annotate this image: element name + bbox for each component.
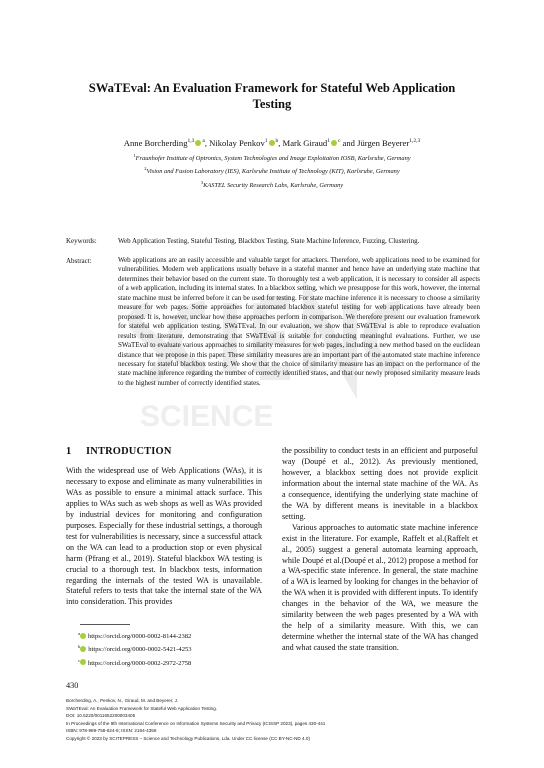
orcid-mark: a <box>202 138 205 144</box>
orcid-link[interactable]: https://orcid.org/0000-0002-5421-4253 <box>88 646 192 654</box>
citation-line: Borcherding, A., Penkov, N., Giraud, M. and Beyerer, J. <box>66 698 179 703</box>
footnote-divider <box>80 624 130 625</box>
author-sep: , <box>278 137 283 148</box>
orcid-link[interactable]: https://orcid.org/0000-0002-8144-2382 <box>88 633 192 641</box>
footnote-c <box>78 656 192 669</box>
section-title: INTRODUCTION <box>86 446 172 457</box>
author-4 <box>357 138 420 148</box>
affil-num: 1 <box>133 153 136 158</box>
affil-marks: 1,2,3 <box>409 138 421 144</box>
affiliation-3 <box>40 178 504 191</box>
footnote-b <box>78 642 192 655</box>
paper-title <box>60 80 484 112</box>
orcid-icon[interactable] <box>331 140 337 146</box>
citation-line: SWaTEval: An Evaluation Framework for Stateful Web Application Testing. <box>66 705 218 711</box>
citation-line: Copyright © 2023 by SCITEPRESS – Science and Technology Publications, Lda. Under CC license (CC BY-NC-ND 4.0) <box>66 735 310 741</box>
affil-text: Vision and Fusion Laboratory (IES), Karlsruhe Institute of Technology (KIT), Karlsruhe, Germany <box>146 168 400 176</box>
right-column <box>282 446 478 654</box>
affil-num: 2 <box>144 166 147 172</box>
orcid-icon <box>80 659 86 665</box>
orcid-icon <box>80 646 86 652</box>
orcid-icon[interactable] <box>269 140 275 146</box>
affil-marks: 1,3 <box>187 138 195 144</box>
orcid-mark: c <box>337 138 341 144</box>
author-name: Mark Giraud <box>282 137 328 148</box>
page-number: 430 <box>66 681 79 690</box>
author-name: Anne Borcherding <box>123 137 188 148</box>
keywords: Web Application Testing, Stateful Testing, Blackbox Testing, State Machine Inference, Fuzzing, Clustering. <box>118 237 420 245</box>
citation-block <box>66 697 486 743</box>
footnote-a <box>78 629 192 642</box>
author-name: Nikolay Penkov <box>209 137 265 148</box>
keywords-label: Keywords: <box>66 237 97 245</box>
author-list <box>40 136 504 149</box>
footnotes <box>78 629 192 669</box>
author-sep: and <box>340 137 358 148</box>
affiliations <box>40 151 504 191</box>
orcid-link[interactable]: https://orcid.org/0000-0002-2972-2758 <box>88 659 192 667</box>
author-sep: , <box>204 137 210 148</box>
affil-num: 3 <box>200 179 204 185</box>
affiliation-2 <box>40 164 504 177</box>
intro-paragraph-1: With the widespread use of Web Applications (WAs), it is necessary to expose and eliminate as many vulnerabilities in WAs as possible to ensure a minimal attack surface. This applies to WAs such as web shops as well as WAs provided by industrial devices for monitoring and configuration purposes. Especially for these industrial settings, a thorough test for vulnerabilities is necessary, since a successful attack on the WA can lead to a production stop or even physical harm (Pfrang et al., 2019). Stateful blackbox WA testing is crucial to a thorough test. In blackbox tests, information regarding the internals of the tested WA is unavailable. Stateful refers to tests that take the internal state of the WA into consideration. This provides <box>66 466 262 607</box>
intro-paragraph-2: Various approaches to automatic state machine inference exist in the literature. For example, Raffelt et al.(Raffelt et al., 2005) suggest a general automata learning approach, while Doupé et al.(Doupé et al., 2012) propose a method for a WA-specific state inference. In general, the state machine of a WA is learned by looking for changes in the behavior of the WA when it is provided with different inputs. To identify changes in the behavior of the WA, we measure the similarity between the web pages presented by a WA with the help of a similarity measure. With this, we can determine whether the internal state of the WA has changed and what caused the state transition. <box>282 522 478 653</box>
orcid-mark: b <box>275 138 279 144</box>
author-2 <box>209 138 282 148</box>
abstract: Web applications are an easily accessible and valuable target for attackers. Therefore, web applications need to be examined for vulnerabilities. Modern web applications usually behave in a stateful manner and hence have an underlying state machine that determines their behavior based on the current state. To thoroughly test a web application, it is necessary to consider all aspects of a web application, including its internal states. In a blackbox setting, which we presuppose for this work, however, the internal state machine must be inferred before it can be used for testing. For state machine inference it is necessary to choose a similarity measure for web pages. Some approaches for automated blackbox stateful testing for web applications have already been proposed. It is, however, unclear how these approaches perform in comparison. We therefore present our evaluation framework for stateful web application testing, SWaTEval. In our evaluation, we show that SWaTEval is able to reproduce evaluation results from literature, demonstrating that SWaTEval is suitable for conducting meaningful evaluations. Further, we use SWaTEval to evaluate various approaches to similarity measures for web pages, including a new method based on the euclidean distance that we propose in this paper. These similarity measures are an important part of the automated state machine inference necessary for stateful blackbox testing. We show that the choice of similarity measure has an impact on the performance of the state machine inference regarding the number of correctly identified states, and that our newly proposed similarity measure leads to the highest number of correctly identified states. <box>118 256 480 387</box>
affiliation-1 <box>40 151 504 164</box>
citation-line[interactable]: DOI: 10.5220/0011652200003405 <box>66 713 136 719</box>
orcid-icon <box>80 633 86 639</box>
author-3 <box>283 138 358 148</box>
affil-marks: 1 <box>264 138 268 144</box>
affil-text: KASTEL Security Research Labs, Karlsruhe, Germany <box>203 181 344 189</box>
footnote-mark: a <box>78 631 80 636</box>
title-line-1: SWaTEval: An Evaluation Framework for Stateful Web Application <box>88 81 456 95</box>
watermark-text: SCIENCE <box>140 400 274 433</box>
footnote-mark: b <box>78 644 81 650</box>
abstract-label: Abstract: <box>66 257 92 265</box>
section-heading <box>66 446 172 457</box>
section-number: 1 <box>66 446 72 457</box>
citation-line: ISBN: 978-989-758-624-8; ISSN: 2184-4356 <box>66 728 157 734</box>
title-line-2: Testing <box>252 97 292 111</box>
left-column <box>66 466 262 608</box>
author-1 <box>124 138 209 148</box>
intro-paragraph-continued: the possibility to conduct tests in an efficient and purposeful way (Doupé et al., 2012). As previously mentioned, however, a blackbox setting does not provide explicit information about the internal state machine of the WA. As a consequence, identifying the underlying state machine of the WA by different means is inevitable in a blackbox setting. <box>282 446 478 521</box>
orcid-icon[interactable] <box>195 140 201 146</box>
affil-marks: 1 <box>327 138 330 144</box>
footnote-mark: c <box>78 657 80 663</box>
affil-text: Fraunhofer Institute of Optronics, System Technologies and Image Exploitation IOSB, Karlsruhe, Germany <box>135 155 411 163</box>
author-name: Jürgen Beyerer <box>357 137 410 148</box>
citation-line: In Proceedings of the 9th International Conference on Information Systems Security and Privacy (ICISSP 2023), pages 430-441 <box>66 720 326 726</box>
